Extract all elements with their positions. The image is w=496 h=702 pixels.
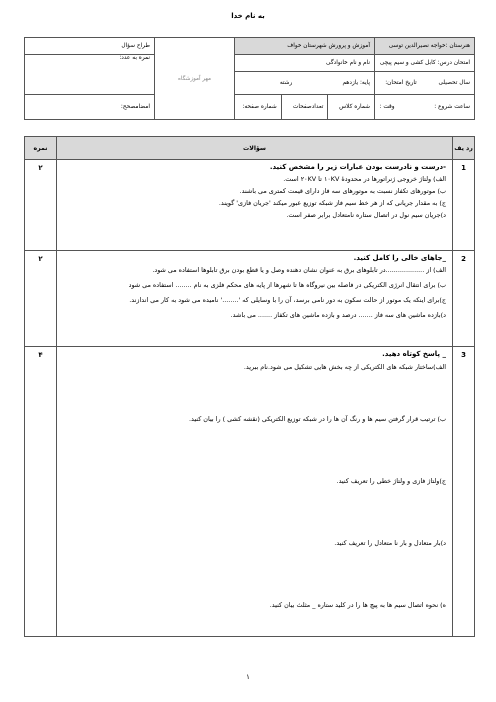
score-header: نمره [25,137,57,160]
question-title: -درست و نادرست بودن عبارات زیر را مشخص کنید. [269,163,446,171]
page-no-label: شماره صفحه: [242,104,277,110]
student-name-label: نام و نام خانوادگی [326,60,371,66]
question-line: د)بار متعادل و بار نا متعادل را تعریف کنید. [334,539,446,547]
question-score: ۴ [25,347,57,637]
class-pages-cell [235,95,375,120]
question-line: ج)برای اینکه یک موتور از حالت سکون به دور نامی برسد، آن را با وسایلی که '........' نامیده می شود به کار می اندازند. [129,296,446,304]
question-body [57,251,453,347]
teacher-signature-label: امضامصحح: [120,104,150,110]
question-line: الف) از ...................در تابلوهای برق به عنوان نشان دهنده وصل و یا قطع بودن برق تابلوها استفاده می شود. [152,266,446,274]
question-line: ه) نحوه اتصال سیم ها به پیچ ها را در کلید ستاره _ مثلث بیان کنید. [269,601,446,609]
education-office-cell [235,38,375,55]
questions-header: سؤالات [57,137,453,160]
field-label: رشته [279,80,293,86]
question-line: ج) به مقدار جریانی که از هر خط سیم فاز شبکه توزیع عبور میکند 'جریان فازی' گویند. [218,199,446,207]
question-line: ب) موتورهای تکفاز نسبت به موتورهای سه فاز دارای قیمت کمتری می باشند. [239,187,446,195]
question-line: ب) برای انتقال انرژی الکتریکی در فاصله بین نیروگاه ها تا شهرها از پایه های محکم فلزی به نام ........ استفاده می شود [128,281,446,289]
question-designer-label: طراح سؤال [121,43,150,49]
exam-subject: امتحان درس: کابل کشی و سیم پیچی [379,60,471,66]
row-number-header: رد یف [453,137,475,160]
question-row [25,251,475,347]
question-title: _ پاسخ کوتاه دهید. [382,350,446,358]
time-cell [375,95,475,120]
student-name-cell [235,55,375,72]
school-name: هنرستان :خواجه نصیرالدین توسی [388,43,471,49]
signature-cell [25,95,155,120]
questions-header-row [25,137,475,160]
question-line: د)جریان سیم نول در اتصال ستاره نامتعادل برابر صفر است. [286,211,446,219]
question-score: ۲ [25,251,57,347]
school-cell [375,38,475,55]
question-line: ب) ترتیب قرار گرفتن سیم ها و رنگ آن ها را در شبکه توزیع الکتریکی (نقشه کشی ) را بیان کنید. [188,415,446,423]
question-line: د)بازده ماشین های سه فاز ....... درصد و بازده ماشین های تکفاز ....... می باشد. [230,311,446,319]
field-grade-cell [235,72,375,95]
duration-label: وقت : [379,104,395,110]
school-stamp-area [155,38,235,120]
education-office: آموزش و پرورش شهرستان خواف [287,43,371,49]
school-stamp-label: مهر آموزشگاه [178,75,211,82]
question-row [25,347,475,637]
subject-cell [375,55,475,72]
question-number: 2 [453,251,475,347]
exam-date-label: تاریخ امتحان: [385,80,417,86]
page-count-label: تعدادصفحات [281,95,328,119]
question-title: _جاهای خالی را کامل کنید. [353,254,446,262]
score-digits-label: نمره به عدد: [119,55,150,61]
question-number: 3 [453,347,475,637]
class-no-label: شماره کلاس [327,95,374,119]
start-time-label: ساعت شروع : [434,104,471,110]
page-number: ۱ [246,673,250,681]
question-line: الف) ولتاژ خروجی ژنراتورها در محدودهٔ ۱۰KV تا ۲۰KV است. [283,175,446,183]
year-date-cell [375,72,475,95]
exam-header-table [24,37,475,120]
question-body [57,160,453,251]
question-number: 1 [453,160,475,251]
designer-cell [25,38,155,55]
question-score: ۲ [25,160,57,251]
question-row [25,160,475,251]
question-line: الف)ساختار شبکه های الکتریکی از چه بخش هایی تشکیل می شود.نام ببرید. [243,363,446,371]
page-title: به نام خدا [231,12,265,20]
score-digits-cell [25,55,155,95]
academic-year-label: سال تحصیلی [438,80,471,86]
question-body [57,347,453,637]
grade-label: پایه: یازدهم [342,80,371,86]
questions-table [24,136,475,637]
question-line: ج)ولتاژ فازی و ولتاژ خطی را تعریف کنید. [336,477,446,485]
